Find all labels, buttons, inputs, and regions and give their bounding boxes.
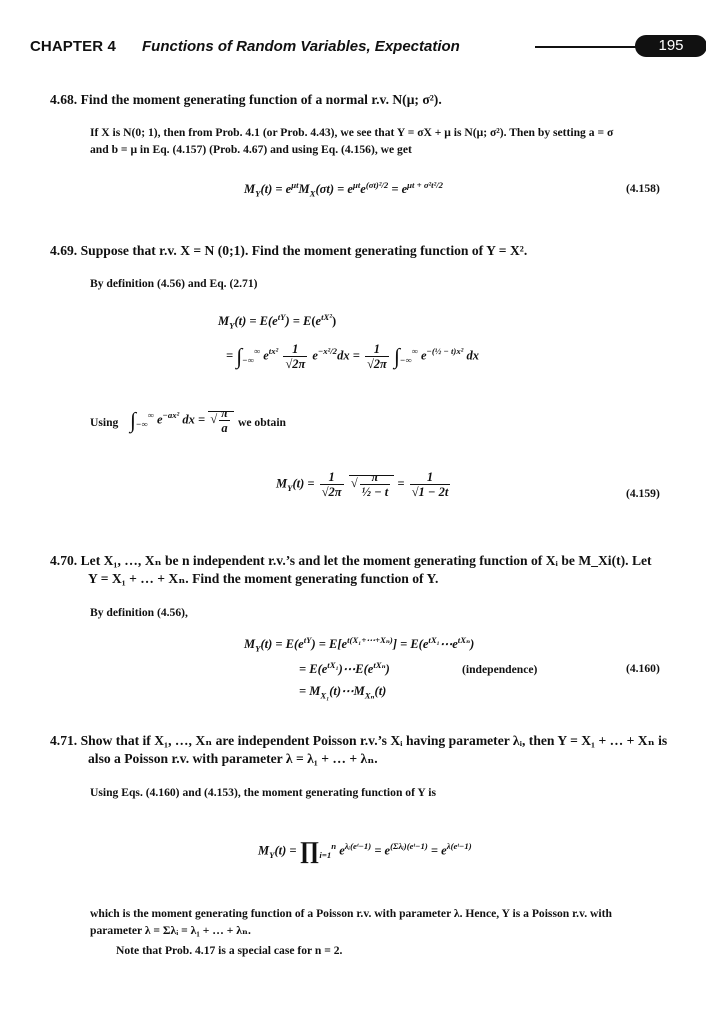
header-rule (535, 46, 645, 48)
problem-4-71-note: Note that Prob. 4.17 is a special case for n = 2. (116, 944, 343, 957)
problem-statement-line-1: Let X₁, …, Xₙ be n independent r.v.’s and let the moment generating function of Xᵢ be M_Xi(t). Let (80, 553, 652, 568)
equation-4-160-line-1: $M_Y(t) = E(e^{tY}) = E[e^{t(X_1+\cdots+X_n)}]$ = $E(e^{tX_1}\cdots e^{tX_n})$ (244, 635, 475, 654)
equation-mgf-integral: = $\int_{-\infty}^\infty$ $e^{tx^2}$ $\frac{1}{√2\pi}$ $e^{-x^2/2}dx$ = $\frac{1}{√2\pi}$ $\int_{-\infty}^\infty$ $e^{-(\frac{1}{2} - t)x^2}$ dx (226, 342, 479, 371)
equation-poisson-mgf: $M_Y(t)$ = $\prod_{i=1}^n$ $e^{\lambda ᵢ(eᵗ-1)} = e^{(\Sigma\lambda ᵢ)(eᵗ-1)} = e^{\lambda(eᵗ-1)}$ (258, 838, 472, 864)
problem-number: 4.71. (50, 733, 78, 748)
problem-4-70-solution-line-1: By definition (4.56), (90, 606, 188, 619)
problem-statement: Suppose that r.v. X = N (0;1). Find the moment generating function of Y = X². (80, 243, 528, 258)
problem-4-71-title (50, 733, 667, 749)
problem-4-71-conclusion-line-1: which is the moment generating function of a Poisson r.v. with parameter λ. Hence, Y is a Poisson r.v. with (90, 907, 612, 920)
problem-statement: Find the moment generating function of a normal r.v. N(μ; σ²). (80, 92, 442, 107)
problem-4-71-conclusion-line-2: parameter λ = Σλᵢ = λ₁ + … + λₙ. (90, 924, 251, 937)
using-label: Using (90, 416, 119, 429)
page-header (30, 34, 684, 60)
problem-4-71-solution-line-1: Using Eqs. (4.160) and (4.153), the moment generating function of Y is (90, 786, 436, 799)
problem-4-69-title (50, 243, 527, 259)
problem-number: 4.68. (50, 92, 78, 107)
gaussian-integral-identity: $\int_{-\infty}^\infty$ $e^{-ax^2}$ dx = √ $\frac{\pi}{a}$ (130, 406, 234, 435)
problem-4-70-title (50, 553, 652, 569)
problem-4-68-solution-line-1: If X is N(0; 1), then from Prob. 4.1 (or Prob. 4.43), we see that Y = σX + μ is N(μ; σ²). Then by setting a = σ (90, 126, 614, 139)
problem-number: 4.69. (50, 243, 78, 258)
chapter-label: CHAPTER 4 (30, 38, 116, 55)
equation-4-159: $M_Y(t)$ = $\frac{1}{√2\pi}$ √ $\frac{\pi}{\text{½ − t}}$ = $\frac{1}{√1 - 2t}$ (276, 470, 449, 499)
chapter-title: Functions of Random Variables, Expectation (142, 38, 460, 55)
problem-statement-line-1: Show that if X₁, …, Xₙ are independent Poisson r.v.’s Xᵢ having parameter λᵢ, then Y = X₁ + … + Xₙ is (80, 733, 668, 748)
problem-number: 4.70. (50, 553, 78, 568)
problem-4-69-solution-line-1: By definition (4.56) and Eq. (2.71) (90, 277, 258, 290)
problem-4-71-statement-line-2: also a Poisson r.v. with parameter λ = λ₁ + … + λₙ. (88, 751, 378, 766)
equation-4-160-line-2: = $E(e^{tX_1})\cdots E(e^{tX_n})$ (299, 660, 390, 677)
problem-4-70-statement-line-2: Y = X₁ + … + Xₙ. Find the moment generating function of Y. (88, 571, 439, 586)
problem-4-68-solution-line-2: and b = μ in Eq. (4.157) (Prob. 4.67) and using Eq. (4.156), we get (90, 143, 412, 156)
we-obtain-label: we obtain (238, 416, 286, 429)
equation-4-160-line-3: = $M_{X_1}(t)\cdots M_{X_n}(t)$ (299, 684, 387, 701)
independence-note: (independence) (462, 663, 538, 676)
page-number-badge: 195 (635, 35, 706, 57)
equation-number: (4.159) (626, 487, 660, 500)
problem-4-68-title (50, 92, 442, 108)
equation-number: (4.158) (626, 182, 660, 195)
equation-4-158: $M_Y(t) = e^{\mu t}M_X(\sigma t) = e^{\mu t}e^{(\sigma t)^2/2} = e^{\mu t + \sigma^2t^2/2}$ (244, 180, 444, 199)
equation-number: (4.160) (626, 662, 660, 675)
equation-mgf-definition: $M_Y(t) = E(e^{tY}) = E(e^{tX^2})$ (218, 312, 337, 331)
